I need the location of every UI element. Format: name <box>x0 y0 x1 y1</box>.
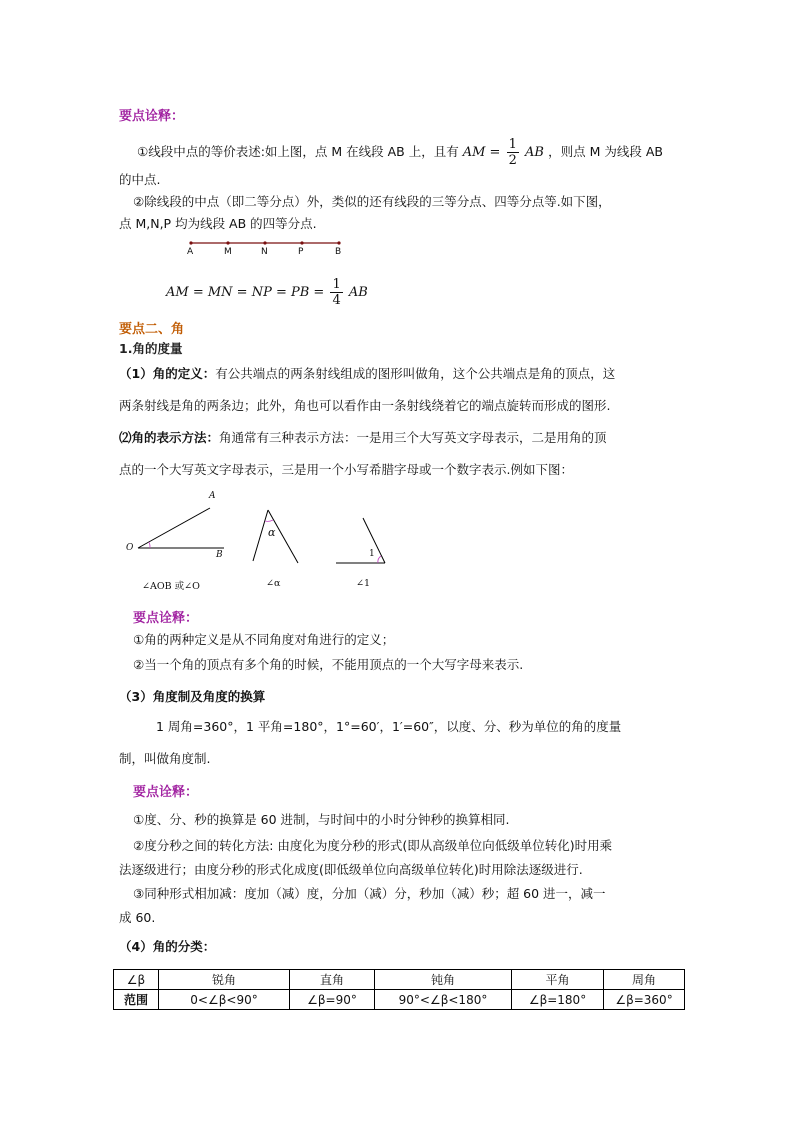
label-b: B <box>335 247 342 257</box>
note3-p2: ②度分秒之间的转化方法: 由度化为度分秒的形式(即从高级单位向低级单位转化)时用乘 <box>133 838 613 853</box>
label-m: M <box>224 247 232 257</box>
fig2-caption: ∠α <box>266 578 281 589</box>
formula2-lhs: AM = MN = NP = PB = <box>166 285 325 300</box>
note3-p3: ③同种形式相加减：度加（减）度，分加（减）分，秒加（减）秒；超 60 进一，减一 <box>133 886 606 901</box>
label-a: A <box>187 247 194 257</box>
section3-title: （3）角度制及角度的换算 <box>119 689 266 704</box>
fig1-label-o: O <box>126 543 134 553</box>
table-cell: 范围 <box>114 990 159 1010</box>
frac2-num: 1 <box>332 277 341 292</box>
frac-den: 2 <box>508 153 517 168</box>
note2-p1: ①角的两种定义是从不同角度对角进行的定义； <box>133 632 395 647</box>
rep-label: ⑵角的表示方法： <box>119 430 220 445</box>
note2-p2: ②当一个角的顶点有多个角的时候，不能用顶点的一个大写字母来表示. <box>133 657 524 672</box>
key-note-title-2: 要点诠释： <box>133 611 199 626</box>
table-row <box>114 990 685 1010</box>
formula2-rhs: AB <box>348 285 368 300</box>
formula-rhs: AB <box>525 145 544 160</box>
point-a <box>189 241 192 244</box>
section2-title: 要点二、角 <box>119 322 185 337</box>
angle-definition <box>119 364 615 382</box>
table-cell: 直角 <box>290 970 375 990</box>
angle-classification-table <box>113 969 685 1010</box>
table-cell: 0<∠β<90° <box>159 990 290 1010</box>
point-n <box>263 241 266 244</box>
def-text-b: 两条射线是角的两条边；此外，角也可以看作由一条射线绕着它的端点旋转而形成的图形. <box>119 398 611 413</box>
fig3-caption: ∠1 <box>356 578 371 589</box>
def-text-a: 有公共端点的两条射线组成的图形叫做角，这个公共端点是角的顶点，这 <box>215 366 616 381</box>
section3-text-b: 制，叫做角度制. <box>119 751 211 766</box>
note3-p2-cont: 法逐级进行；由度分秒的形式化成度(即低级单位向高级单位转化)时用除法逐级进行. <box>119 862 583 877</box>
fig1-caption: ∠AOB 或∠O <box>142 581 200 592</box>
table-cell: ∠β=90° <box>290 990 375 1010</box>
fraction-one-quarter <box>330 278 342 307</box>
point-m <box>226 241 229 244</box>
table-cell: 钝角 <box>375 970 512 990</box>
section3-text-a: 1 周角=360°，1 平角=180°，1°=60′，1′=60″，以度、分、秒为单位的角的度量 <box>156 719 622 734</box>
arc-1 <box>378 556 381 563</box>
table-cell: 平角 <box>512 970 604 990</box>
arc-alpha <box>265 520 273 521</box>
def-label: （1）角的定义： <box>119 366 216 381</box>
section4-title: （4）角的分类： <box>119 939 216 954</box>
table-cell: ∠β=180° <box>512 990 604 1010</box>
note3-p3-cont: 成 60. <box>119 910 156 925</box>
fig1-label-a: A <box>209 491 216 501</box>
note1-p1-text-b: ，则点 M 为线段 AB <box>548 144 663 159</box>
formula-lhs: AM = <box>462 145 501 160</box>
rep-text-b: 点的一个大写英文字母表示，三是用一个小写希腊字母或一个数字表示.例如下图： <box>119 462 573 477</box>
table-cell: 90°<∠β<180° <box>375 990 512 1010</box>
fig3-label-1: 1 <box>369 549 375 559</box>
rep-text-a: 角通常有三种表示方法：一是用三个大写英文字母表示，二是用角的顶 <box>219 430 607 445</box>
table-cell: ∠β=360° <box>604 990 685 1010</box>
label-p: P <box>298 247 304 257</box>
section2-sub1: 1.角的度量 <box>119 341 183 356</box>
midpoint-formula <box>462 137 548 168</box>
frac2-den: 4 <box>332 293 341 308</box>
ray-alpha-left <box>253 510 268 561</box>
arc-aob <box>149 542 150 548</box>
key-note-title-1: 要点诠释： <box>119 109 185 124</box>
note1-paragraph-1 <box>137 138 663 167</box>
note3-p1: ①度、分、秒的换算是 60 进制，与时间中的小时分钟秒的换算相同. <box>133 812 510 827</box>
table-cell: 锐角 <box>159 970 290 990</box>
note1-paragraph-2: ②除线段的中点（即二等分点）外，类似的还有线段的三等分点、四等分点等.如下图， <box>133 194 611 209</box>
note1-p1-text-a: ①线段中点的等价表述:如上图，点 M 在线段 AB 上，且有 <box>137 144 459 159</box>
label-n: N <box>261 247 268 257</box>
frac-num: 1 <box>508 137 517 152</box>
key-note-title-3: 要点诠释： <box>133 785 199 800</box>
point-p <box>300 241 303 244</box>
quarter-formula <box>166 278 368 307</box>
point-b <box>337 241 340 244</box>
note1-p2-cont: 点 M,N,P 均为线段 AB 的四等分点. <box>119 216 317 231</box>
table-cell: 周角 <box>604 970 685 990</box>
segment-diagram <box>180 234 360 264</box>
note1-p1-cont: 的中点. <box>119 172 161 187</box>
fraction-one-half <box>507 138 519 167</box>
fig1-label-b: B <box>216 550 223 560</box>
table-header-row <box>114 970 685 990</box>
angle-representation <box>119 428 607 446</box>
table-cell: ∠β <box>114 970 159 990</box>
ray-oa <box>138 508 210 548</box>
angle-figures <box>120 488 410 584</box>
fig2-label-alpha: α <box>268 526 276 539</box>
